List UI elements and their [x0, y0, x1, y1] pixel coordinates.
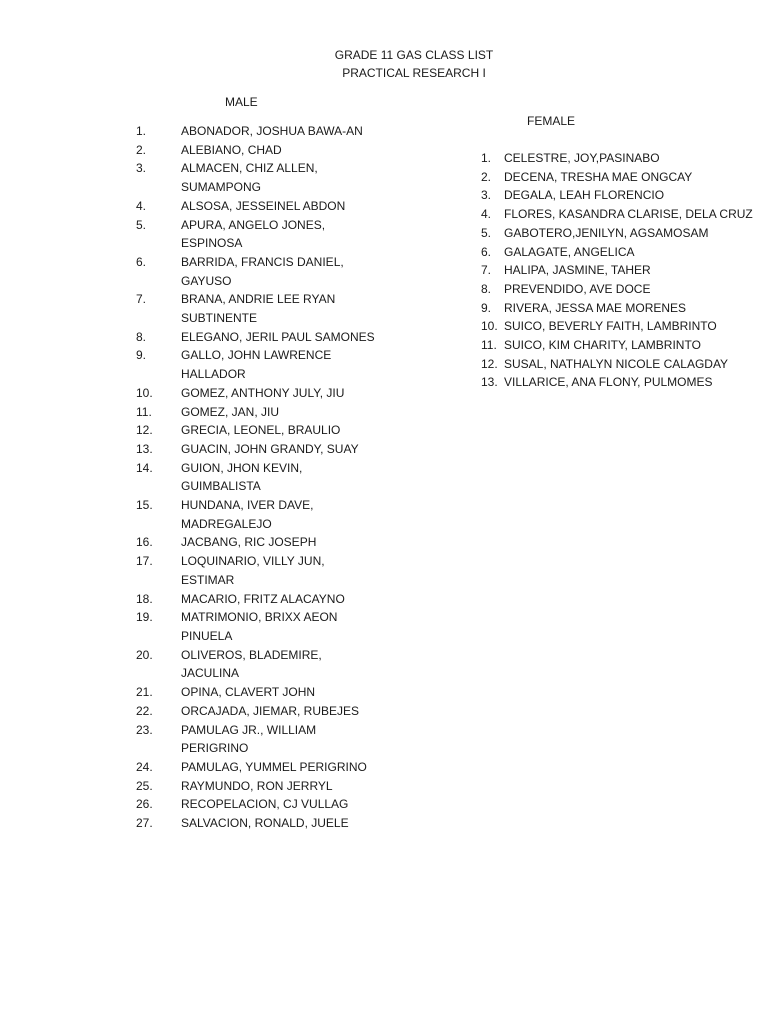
item-number: 4.	[481, 207, 492, 222]
list-item	[481, 336, 761, 355]
student-name: BARRIDA, FRANCIS DANIEL, GAYUSO	[181, 254, 344, 288]
item-number: 7.	[481, 263, 492, 278]
student-name: RIVERA, JESSA MAE MORENES	[504, 300, 687, 315]
list-item	[136, 552, 396, 589]
list-item	[136, 608, 396, 645]
student-name: DEGALA, LEAH FLORENCIO	[504, 188, 665, 203]
student-name: FLORES, KASANDRA CLARISE, DELA CRUZ	[504, 207, 753, 222]
list-item	[136, 328, 396, 347]
list-item	[136, 159, 396, 196]
student-name: SUSAL, NATHALYN NICOLE CALAGDAY	[504, 356, 729, 371]
list-item	[136, 440, 396, 459]
female-list	[481, 149, 761, 392]
item-number: 12.	[136, 423, 153, 438]
item-number: 14.	[136, 460, 153, 475]
list-item	[481, 205, 761, 224]
item-number: 20.	[136, 647, 153, 662]
student-name: ALEBIANO, CHAD	[181, 142, 282, 157]
student-name: GOMEZ, JAN, JIU	[181, 404, 280, 419]
item-number: 13.	[481, 375, 498, 390]
student-name: PAMULAG, YUMMEL PERIGRINO	[181, 759, 367, 774]
item-number: 15.	[136, 498, 153, 513]
list-item	[136, 216, 396, 253]
item-number: 19.	[136, 610, 153, 625]
item-number: 17.	[136, 554, 153, 569]
student-name: JACBANG, RIC JOSEPH	[181, 535, 317, 550]
student-name: SUICO, KIM CHARITY, LAMBRINTO	[504, 338, 701, 353]
list-item	[136, 533, 396, 552]
list-item	[136, 646, 396, 683]
item-number: 21.	[136, 685, 153, 700]
list-item	[136, 290, 396, 327]
student-name: MACARIO, FRITZ ALACAYNO	[181, 591, 345, 606]
female-heading: FEMALE	[527, 114, 576, 128]
document-subtitle: PRACTICAL RESEARCH I	[342, 66, 486, 80]
student-name: ALMACEN, CHIZ ALLEN, SUMAMPONG	[181, 161, 318, 195]
item-number: 8.	[136, 329, 147, 344]
student-name: ELEGANO, JERIL PAUL SAMONES	[181, 329, 375, 344]
list-item	[136, 459, 396, 496]
list-item	[481, 280, 761, 299]
student-name: RAYMUNDO, RON JERRYL	[181, 778, 333, 793]
item-number: 5.	[136, 217, 147, 232]
student-name: GRECIA, LEONEL, BRAULIO	[181, 423, 341, 438]
male-list	[136, 122, 396, 833]
list-item	[136, 253, 396, 290]
male-heading: MALE	[225, 95, 258, 109]
list-item	[136, 758, 396, 777]
item-number: 3.	[136, 161, 147, 176]
list-item	[136, 795, 396, 814]
item-number: 2.	[481, 169, 492, 184]
item-number: 7.	[136, 292, 147, 307]
student-name: CELESTRE, JOY,PASINABO	[504, 151, 660, 165]
student-name: ABONADOR, JOSHUA BAWA-AN	[181, 124, 363, 138]
list-item	[136, 777, 396, 796]
list-item	[136, 590, 396, 609]
item-number: 1.	[136, 124, 147, 138]
list-item	[136, 496, 396, 533]
item-number: 2.	[136, 142, 147, 157]
student-name: GUION, JHON KEVIN, GUIMBALISTA	[181, 460, 303, 494]
list-item	[481, 317, 761, 336]
item-number: 24.	[136, 759, 153, 774]
list-item	[481, 186, 761, 205]
student-name: ORCAJADA, JIEMAR, RUBEJES	[181, 703, 360, 718]
student-name: BRANA, ANDRIE LEE RYAN SUBTINENTE	[181, 292, 336, 326]
item-number: 26.	[136, 797, 153, 812]
item-number: 27.	[136, 816, 153, 831]
item-number: 8.	[481, 281, 492, 296]
student-name: ALSOSA, JESSEINEL ABDON	[181, 198, 346, 213]
student-name: SUICO, BEVERLY FAITH, LAMBRINTO	[504, 319, 717, 334]
student-name: PAMULAG JR., WILLIAM PERIGRINO	[181, 722, 317, 756]
item-number: 6.	[481, 244, 492, 259]
student-name: GOMEZ, ANTHONY JULY, JIU	[181, 385, 345, 400]
student-name: VILLARICE, ANA FLONY, PULMOMES	[504, 375, 713, 390]
item-number: 22.	[136, 703, 153, 718]
item-number: 18.	[136, 591, 153, 606]
list-item	[136, 721, 396, 758]
student-name: GABOTERO,JENILYN, AGSAMOSAM	[504, 225, 709, 240]
list-item	[136, 421, 396, 440]
student-name: OPINA, CLAVERT JOHN	[181, 685, 316, 700]
item-number: 11.	[481, 338, 497, 353]
list-item	[481, 168, 761, 187]
item-number: 13.	[136, 441, 153, 456]
item-number: 9.	[136, 348, 147, 363]
student-name: GALLO, JOHN LAWRENCE HALLADOR	[181, 348, 332, 382]
list-item	[136, 702, 396, 721]
student-name: OLIVEROS, BLADEMIRE, JACULINA	[181, 647, 322, 681]
item-number: 25.	[136, 778, 153, 793]
list-item	[481, 224, 761, 243]
list-item	[481, 243, 761, 262]
student-name: DECENA, TRESHA MAE ONGCAY	[504, 169, 693, 184]
item-number: 3.	[481, 188, 492, 203]
student-name: PREVENDIDO, AVE DOCE	[504, 281, 651, 296]
item-number: 4.	[136, 198, 147, 213]
item-number: 10.	[481, 319, 498, 334]
student-name: HALIPA, JASMINE, TAHER	[504, 263, 651, 278]
student-name: LOQUINARIO, VILLY JUN, ESTIMAR	[181, 554, 325, 587]
item-number: 5.	[481, 225, 492, 240]
item-number: 23.	[136, 722, 153, 737]
item-number: 12.	[481, 356, 498, 371]
list-item	[481, 355, 761, 374]
list-item	[136, 814, 396, 833]
list-item	[481, 299, 761, 318]
student-name: SALVACION, RONALD, JUELE	[181, 816, 349, 831]
list-item	[136, 384, 396, 403]
list-item	[136, 683, 396, 702]
list-item	[136, 141, 396, 160]
item-number: 16.	[136, 535, 153, 550]
list-item	[481, 149, 761, 168]
list-item	[481, 261, 761, 280]
item-number: 6.	[136, 254, 147, 269]
student-name: HUNDANA, IVER DAVE, MADREGALEJO	[181, 498, 314, 531]
list-item	[136, 346, 396, 383]
list-item	[481, 373, 761, 392]
list-item	[136, 197, 396, 216]
student-name: GALAGATE, ANGELICA	[504, 244, 635, 259]
item-number: 10.	[136, 385, 153, 400]
student-name: MATRIMONIO, BRIXX AEON PINUELA	[181, 610, 338, 643]
list-item	[136, 403, 396, 422]
list-item	[136, 122, 396, 141]
student-name: APURA, ANGELO JONES, ESPINOSA	[181, 217, 326, 251]
item-number: 1.	[481, 151, 492, 165]
item-number: 11.	[136, 404, 152, 419]
item-number: 9.	[481, 300, 492, 315]
student-name: RECOPELACION, CJ VULLAG	[181, 797, 349, 812]
student-name: GUACIN, JOHN GRANDY, SUAY	[181, 441, 359, 456]
document-title: GRADE 11 GAS CLASS LIST	[334, 48, 494, 62]
